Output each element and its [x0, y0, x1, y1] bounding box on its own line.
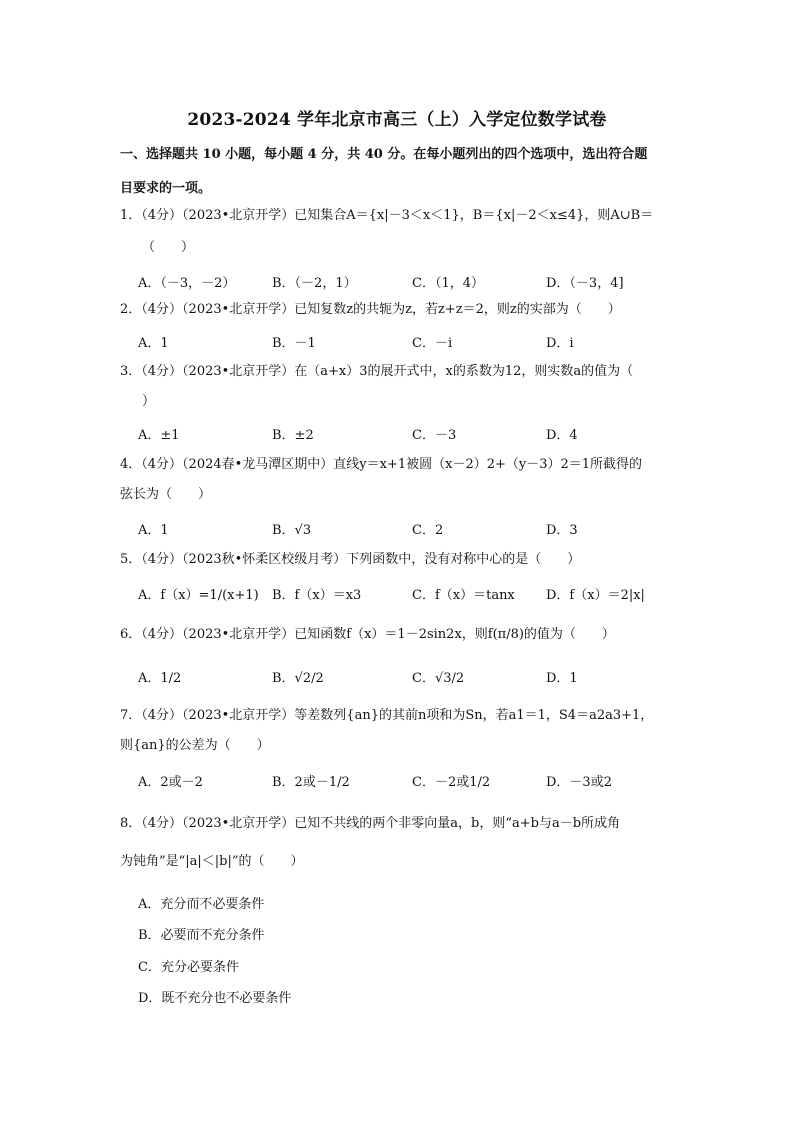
question-6-option-c[interactable]: C．√3/2 [412, 671, 465, 686]
question-5-option-b[interactable]: B．f（x）＝x3 [272, 588, 362, 603]
question-1-option-b[interactable]: B．（－2，1） [272, 276, 357, 291]
question-7-options [138, 771, 698, 793]
question-1-options [138, 272, 698, 294]
question-8 [120, 814, 690, 872]
question-7-stem: 7．（4分）（2023•北京开学）等差数列{an}的其前n项和为Sn，若a1＝1，S4＝a2a3+1， [120, 708, 654, 723]
question-2-option-b[interactable]: B．－1 [272, 336, 316, 351]
question-3-stem-cont: ） [142, 394, 156, 409]
question-6-option-b[interactable]: B．√2/2 [272, 671, 324, 686]
question-5-option-a[interactable]: A．f（x）=1/(x+1) [138, 588, 259, 603]
question-6-stem: 6．（4分）（2023•北京开学）已知函数f（x）＝1－2sin2x，则f(π/8)的值为（ ） [120, 627, 615, 642]
question-8-option-a[interactable]: A．充分而不必要条件 [138, 897, 265, 912]
question-2-option-d[interactable]: D．i [546, 336, 574, 351]
question-4-options [138, 519, 698, 541]
question-4 [120, 455, 690, 505]
question-8-option-c[interactable]: C．充分必要条件 [138, 960, 239, 975]
question-1-option-a[interactable]: A．（－3，－2） [138, 276, 236, 291]
question-5-option-d[interactable]: D．f（x）＝2|x| [546, 588, 645, 603]
question-4-option-a[interactable]: A．1 [138, 523, 169, 538]
question-4-stem: 4．（4分）（2024春•龙马潭区期中）直线y＝x+1被圆（x－2）2+（y－3）2＝1所截得的 [120, 457, 643, 472]
question-1 [120, 206, 690, 258]
question-1-stem: 1．（4分）（2023•北京开学）已知集合A＝{x|－3＜x＜1}，B＝{x|－2＜x≤4}，则A∪B＝ [120, 208, 654, 223]
question-7-option-d[interactable]: D．－3或2 [546, 775, 612, 790]
question-5-option-c[interactable]: C．f（x）＝tanx [412, 588, 515, 603]
section-heading [120, 138, 690, 206]
question-2-option-c[interactable]: C．－i [412, 336, 453, 351]
question-7-option-b[interactable]: B．2或－1/2 [272, 775, 350, 790]
question-2-options [138, 332, 698, 354]
question-8-stem: 8．（4分）（2023•北京开学）已知不共线的两个非零向量a，b，则“a+b与a－b所成角 [120, 816, 621, 831]
question-8-stem-cont: 为钝角”是“|a|＜|b|”的（ ） [120, 854, 304, 869]
question-2-option-a[interactable]: A．1 [138, 336, 169, 351]
question-6 [120, 625, 690, 645]
section-heading-line-2: 目要求的一项。 [120, 181, 212, 196]
exam-title: 2023-2024 学年北京市高三（上）入学定位数学试卷 [187, 110, 607, 130]
question-7-option-a[interactable]: A．2或－2 [138, 775, 203, 790]
question-1-option-c[interactable]: C．（1，4） [412, 276, 484, 291]
question-4-option-c[interactable]: C．2 [412, 523, 444, 538]
question-3-options [138, 424, 698, 446]
question-2 [120, 300, 690, 320]
question-5-options [138, 584, 698, 606]
section-heading-line-1: 一、选择题共 10 小题，每小题 4 分，共 40 分。在每小题列出的四个选项中，选出符合题 [120, 147, 648, 162]
question-2-stem: 2．（4分）（2023•北京开学）已知复数z的共轭为z，若z+z＝2，则z的实部为（ ） [120, 302, 621, 317]
question-5-stem: 5．（4分）（2023秋•怀柔区校级月考）下列函数中，没有对称中心的是（ ） [120, 552, 581, 567]
question-7 [120, 706, 690, 756]
question-3 [120, 362, 690, 412]
question-3-option-a[interactable]: A．±1 [138, 428, 180, 443]
question-1-option-d[interactable]: D．（－3，4] [546, 276, 624, 291]
question-4-option-d[interactable]: D．3 [546, 523, 578, 538]
question-4-stem-cont: 弦长为（ ） [120, 487, 212, 502]
question-3-stem: 3．（4分）（2023•北京开学）在（a+x）3的展开式中，x的系数为12，则实数a的值为（ [120, 364, 634, 379]
question-8-option-b[interactable]: B．必要而不充分条件 [138, 928, 265, 943]
question-7-stem-cont: 则{an}的公差为（ ） [120, 738, 270, 753]
question-4-option-b[interactable]: B．√3 [272, 523, 312, 538]
question-3-option-b[interactable]: B．±2 [272, 428, 314, 443]
question-1-stem-cont: （ ） [142, 240, 195, 255]
question-8-option-d[interactable]: D．既不充分也不必要条件 [138, 991, 292, 1006]
question-6-options [138, 667, 698, 689]
question-6-option-a[interactable]: A．1/2 [138, 671, 182, 686]
question-5 [120, 550, 690, 570]
question-6-option-d[interactable]: D．1 [546, 671, 578, 686]
question-7-option-c[interactable]: C．－2或1/2 [412, 775, 491, 790]
question-3-option-d[interactable]: D．4 [546, 428, 578, 443]
question-3-option-c[interactable]: C．－3 [412, 428, 457, 443]
